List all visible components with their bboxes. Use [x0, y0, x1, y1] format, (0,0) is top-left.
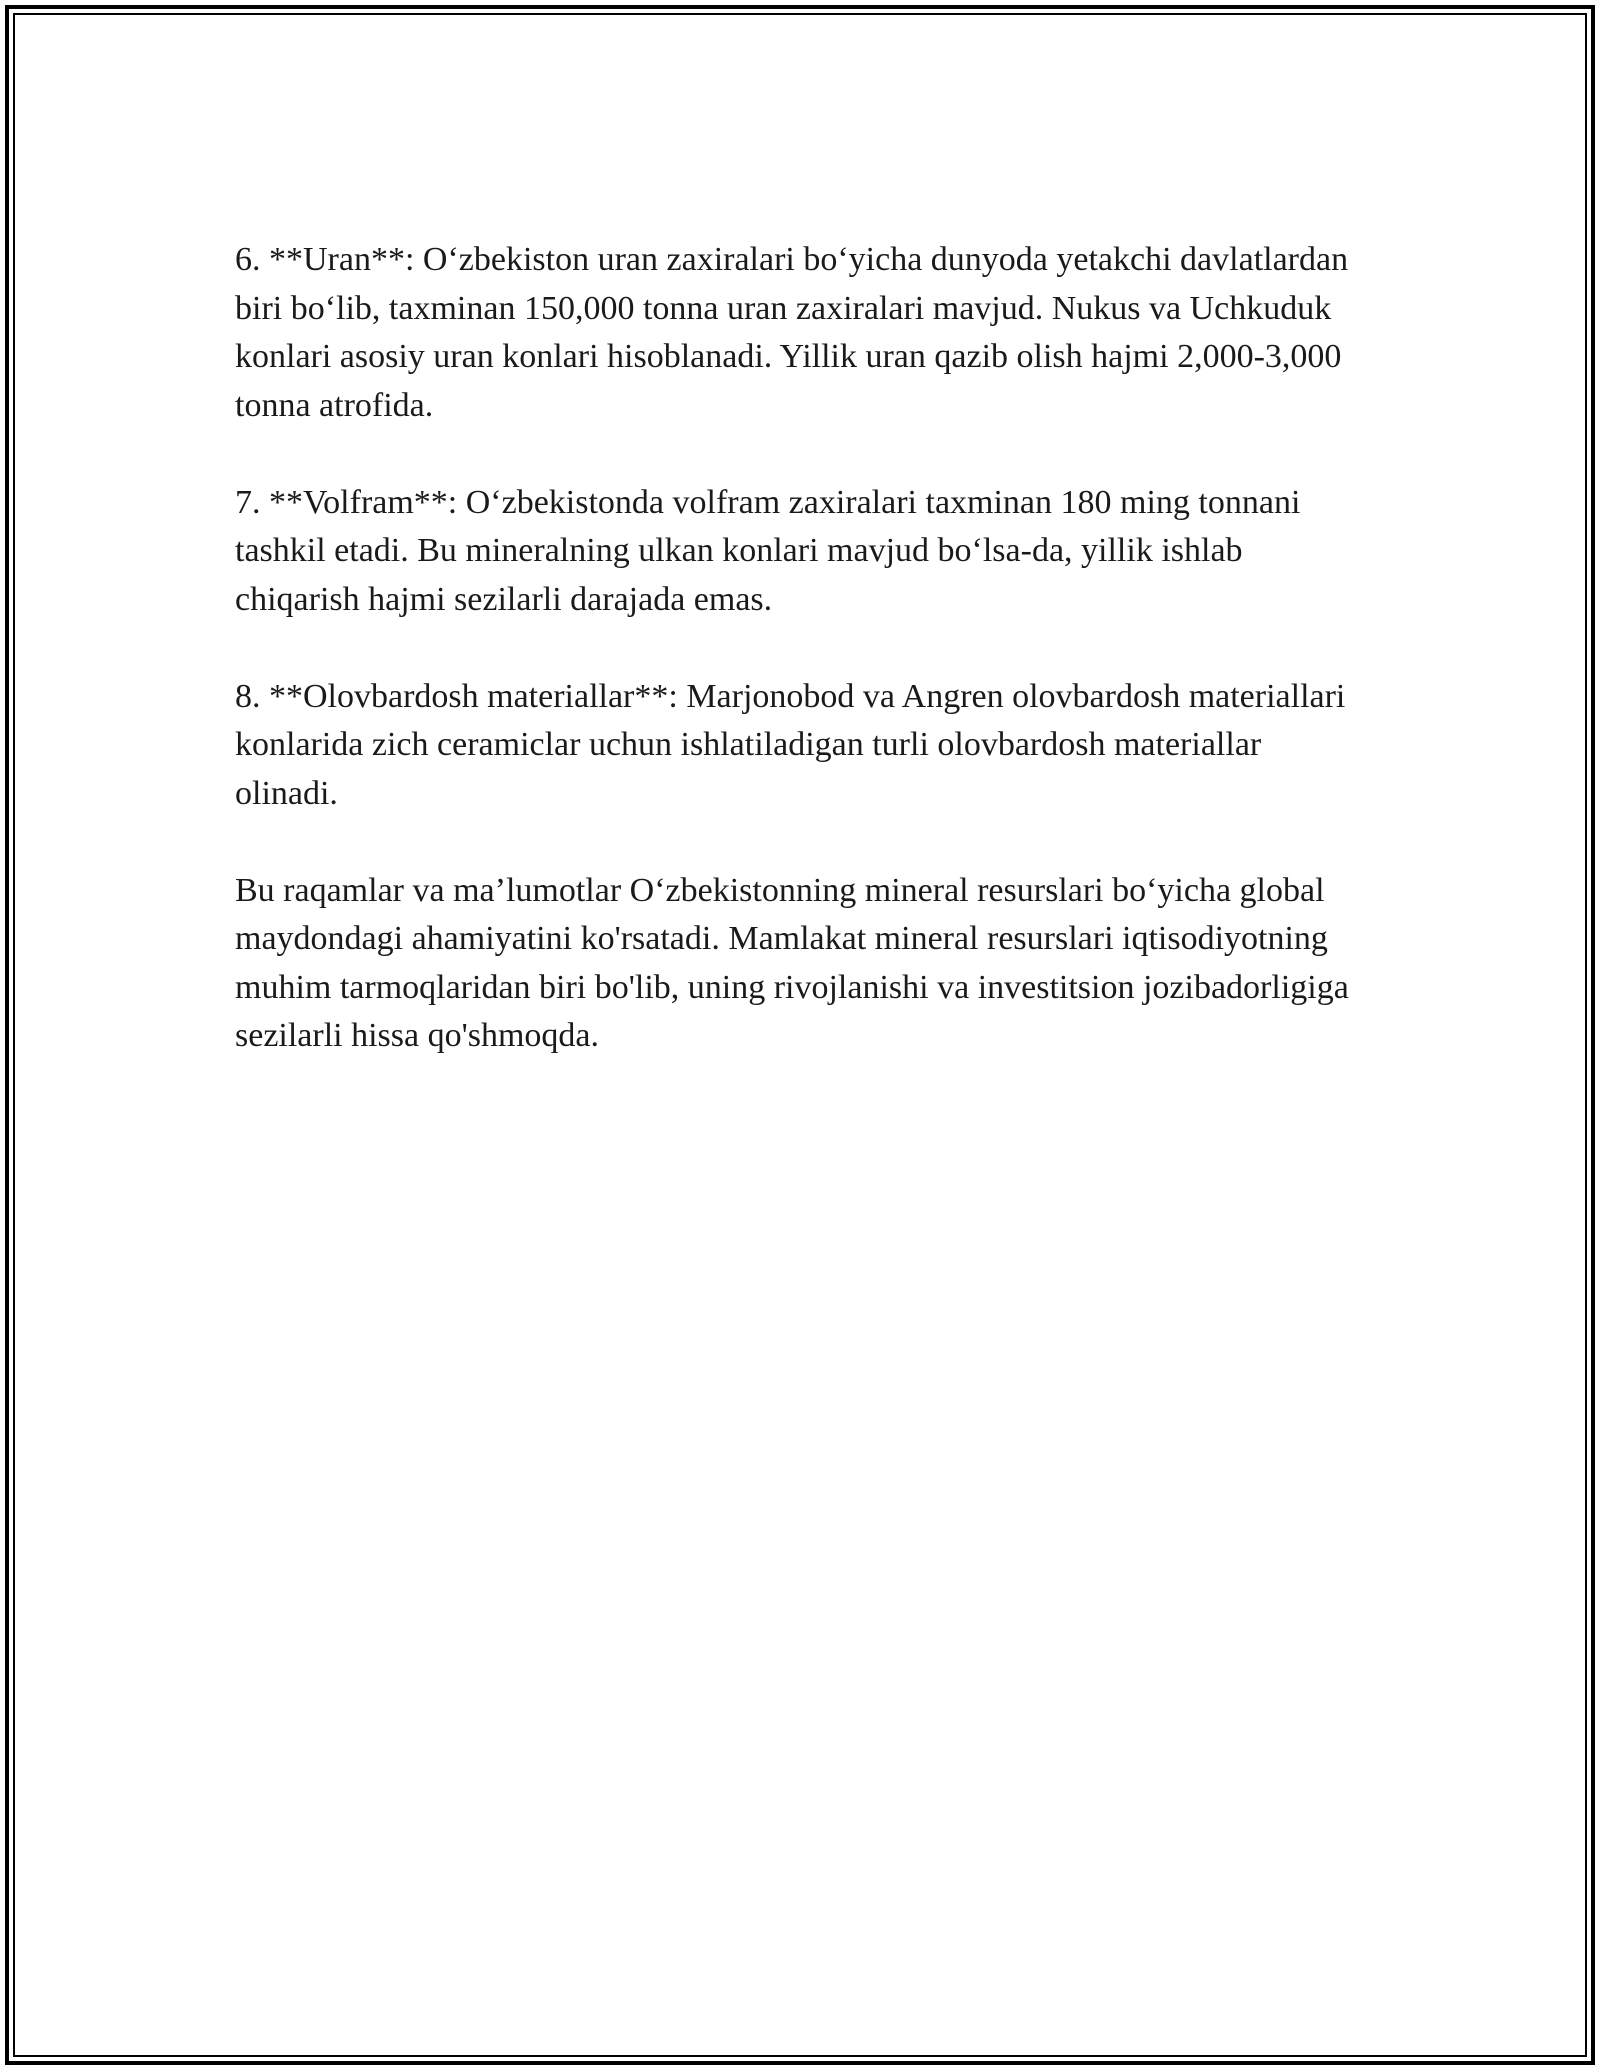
paragraph-uran: 6. **Uran**: O‘zbekiston uran zaxiralari bo‘yicha dunyoda yetakchi davlatlardan biri bo‘lib, taxminan 150,000 tonna uran zaxiralari mavjud. Nukus va Uchkuduk konlari asosiy uran konlari hisoblanadi. Yillik uran qazib olish hajmi 2,000-3,000 tonna atrofida. — [235, 241, 1349, 424]
document-body — [235, 236, 1365, 1109]
paragraph-conclusion: Bu raqamlar va ma’lumotlar O‘zbekistonning mineral resurslari bo‘yicha global maydondagi ahamiyatini ko'rsatadi. Mamlakat mineral resurslari iqtisodiyotning muhim tarmoqlaridan biri bo'lib, uning rivojlanishi va investitsion jozibadorligiga sezilarli hissa qo'shmoqda. — [235, 871, 1349, 1054]
paragraph-olovbardosh: 8. **Olovbardosh materiallar**: Marjonobod va Angren olovbardosh materiallari konlarida zich ceramiclar uchun ishlatiladigan turli olovbardosh materiallar olinadi. — [235, 677, 1346, 812]
paragraph-volfram: 7. **Volfram**: O‘zbekistonda volfram zaxiralari taxminan 180 ming tonnani tashkil etadi. Bu mineralning ulkan konlari mavjud bo‘lsa-da, yillik ishlab chiqarish hajmi sezilarli darajada emas. — [235, 483, 1301, 618]
